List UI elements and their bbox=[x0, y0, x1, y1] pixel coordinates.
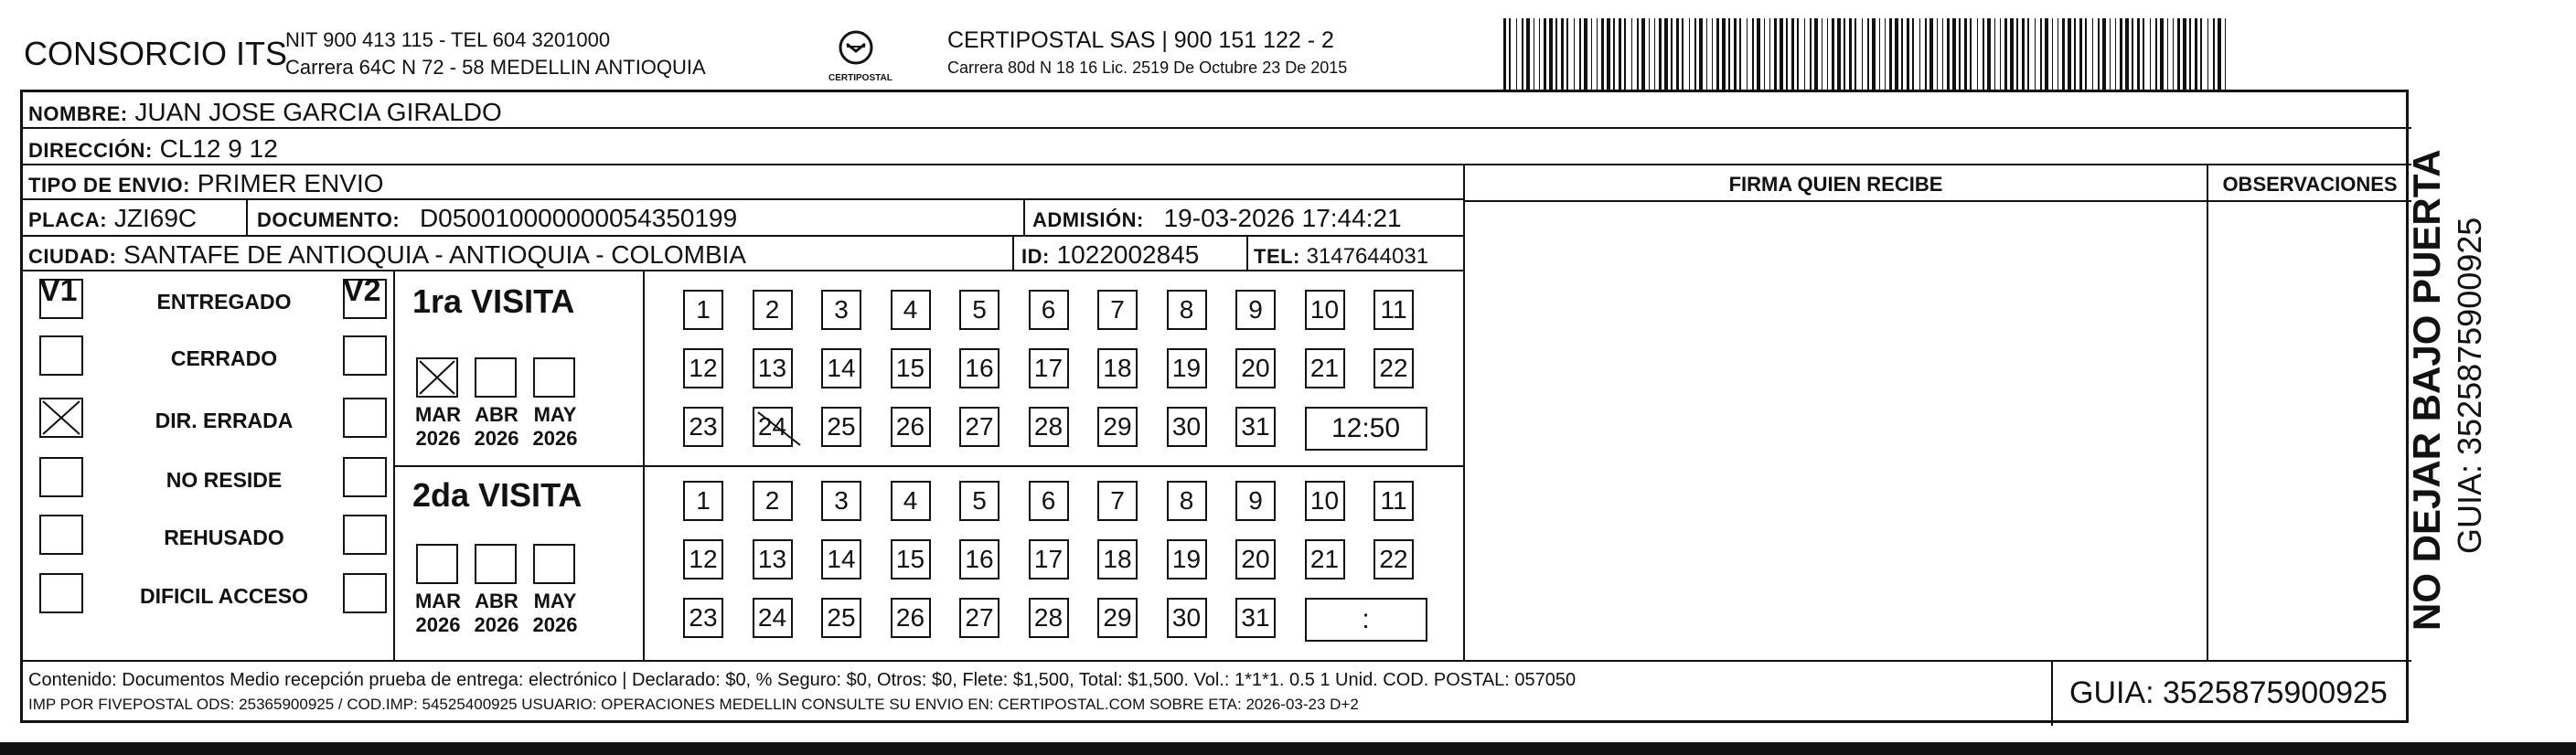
tipo-label: TIPO DE ENVIO: bbox=[28, 174, 190, 197]
visita2-day-box[interactable]: 19 bbox=[1167, 539, 1207, 580]
visita2-day-box[interactable]: 22 bbox=[1374, 539, 1414, 580]
visita2-day-box[interactable]: 31 bbox=[1235, 598, 1276, 638]
tipo-value: PRIMER ENVIO bbox=[197, 169, 384, 197]
visita2-day-box[interactable]: 20 bbox=[1235, 539, 1276, 580]
visita2-day-box[interactable]: 11 bbox=[1374, 481, 1414, 521]
visita1-day-box[interactable]: 2 bbox=[753, 290, 793, 330]
visita2-day-box[interactable]: 3 bbox=[821, 481, 861, 521]
placa-value: JZI69C bbox=[113, 204, 198, 232]
visita2-day-box[interactable]: 16 bbox=[959, 539, 999, 580]
nombre-row bbox=[23, 92, 2411, 129]
v1-checkbox[interactable] bbox=[39, 573, 83, 613]
visita2-day-box[interactable]: 2 bbox=[753, 481, 793, 521]
nombre-label: NOMBRE: bbox=[28, 102, 128, 125]
visita2-day-box[interactable]: 6 bbox=[1029, 481, 1069, 521]
visita2-time-box[interactable]: : bbox=[1305, 598, 1427, 642]
v2-checkbox[interactable] bbox=[343, 515, 387, 555]
visita1-day-box[interactable]: 6 bbox=[1029, 290, 1069, 330]
tel-label: TEL: bbox=[1254, 245, 1300, 268]
documento-label: DOCUMENTO: bbox=[257, 208, 401, 231]
visita1-month-checkbox[interactable] bbox=[533, 357, 575, 398]
tipo-row bbox=[23, 165, 1463, 200]
visita2-title: 2da VISITA bbox=[412, 476, 583, 514]
visita2-day-box[interactable]: 24 bbox=[753, 598, 793, 638]
admision-value: 19-03-2026 17:44:21 bbox=[1163, 204, 1402, 232]
visita1-day-box[interactable]: 20 bbox=[1235, 348, 1276, 388]
visita2-month-label: ABR 2026 bbox=[474, 590, 519, 636]
v1-checkbox[interactable] bbox=[39, 398, 83, 438]
tel-value: 3147644031 bbox=[1306, 244, 1429, 269]
visita2-day-box[interactable]: 21 bbox=[1305, 539, 1345, 580]
visita1-day-box[interactable]: 8 bbox=[1167, 290, 1207, 330]
visita2-day-box[interactable]: 18 bbox=[1097, 539, 1138, 580]
visita2-month-checkbox[interactable] bbox=[416, 544, 458, 584]
visita1-day-box[interactable]: 12 bbox=[683, 348, 723, 388]
side-warning: NO DEJAR BAJO PUERTA bbox=[2405, 149, 2448, 631]
visita1-day-box[interactable]: 30 bbox=[1167, 407, 1207, 447]
visita2-day-box[interactable]: 30 bbox=[1167, 598, 1207, 638]
visita1-day-box[interactable]: 21 bbox=[1305, 348, 1345, 388]
certipostal-line: CERTIPOSTAL SAS | 900 151 122 - 2 bbox=[947, 27, 1334, 53]
company-name: CONSORCIO ITS bbox=[24, 35, 288, 72]
visita1-day-box[interactable]: 27 bbox=[959, 407, 999, 447]
address-line: Carrera 64C N 72 - 58 MEDELLIN ANTIOQUIA bbox=[285, 56, 706, 79]
status-label: CERRADO bbox=[170, 346, 278, 370]
direccion-row bbox=[23, 129, 2411, 165]
side-guia: GUIA: 3525875900925 bbox=[2451, 217, 2488, 554]
visita1-day-box[interactable]: 25 bbox=[821, 407, 861, 447]
bottom-edge bbox=[0, 742, 2576, 755]
ciudad-row bbox=[23, 237, 1463, 271]
visita1-day-box[interactable]: 7 bbox=[1097, 290, 1138, 330]
visita1-month-label: ABR 2026 bbox=[474, 403, 519, 450]
visita1-day-box[interactable]: 11 bbox=[1374, 290, 1414, 330]
visita2-day-box[interactable]: 27 bbox=[959, 598, 999, 638]
visita2-day-box[interactable]: 29 bbox=[1097, 598, 1138, 638]
v1-label: V1 bbox=[39, 273, 78, 308]
direccion-value: CL12 9 12 bbox=[159, 134, 278, 163]
visita1-day-box[interactable]: 9 bbox=[1235, 290, 1276, 330]
status-label: ENTREGADO bbox=[156, 290, 292, 314]
visita2-day-box[interactable]: 23 bbox=[683, 598, 723, 638]
v2-checkbox[interactable] bbox=[343, 573, 387, 613]
visita1-day-box[interactable]: 1 bbox=[683, 290, 723, 330]
visita1-month-checkbox[interactable] bbox=[475, 357, 517, 398]
v1-checkbox[interactable] bbox=[39, 457, 83, 497]
footer-guia: GUIA: 3525875900925 bbox=[2069, 675, 2388, 710]
visita2-day-box[interactable]: 26 bbox=[891, 598, 931, 638]
v2-checkbox[interactable] bbox=[343, 279, 387, 319]
visita2-day-box[interactable]: 25 bbox=[821, 598, 861, 638]
admision-label: ADMISIÓN: bbox=[1032, 208, 1144, 231]
id-label: ID: bbox=[1021, 245, 1050, 268]
visita1-month-label: MAY 2026 bbox=[532, 403, 578, 450]
v1-checkbox[interactable] bbox=[39, 515, 83, 555]
visita2-day-box[interactable]: 12 bbox=[683, 539, 723, 580]
status-label: REHUSADO bbox=[164, 526, 284, 549]
status-label: DIFICIL ACCESO bbox=[139, 584, 308, 608]
visita2-day-box[interactable]: 9 bbox=[1235, 481, 1276, 521]
visita1-day-box[interactable]: 22 bbox=[1374, 348, 1414, 388]
visita2-day-box[interactable]: 7 bbox=[1097, 481, 1138, 521]
visita1-day-box[interactable]: 17 bbox=[1029, 348, 1069, 388]
visita2-day-box[interactable]: 14 bbox=[821, 539, 861, 580]
logo-text: CERTIPOSTAL bbox=[828, 73, 893, 83]
placa-row bbox=[23, 200, 1463, 237]
documento-value: D050010000000054350199 bbox=[419, 204, 738, 232]
firma-header: FIRMA QUIEN RECIBE bbox=[1728, 173, 1943, 196]
visita1-month-checkbox[interactable] bbox=[416, 357, 458, 398]
visita1-day-box[interactable]: 3 bbox=[821, 290, 861, 330]
visita1-day-box[interactable]: 18 bbox=[1097, 348, 1138, 388]
visita1-day-box[interactable]: 24 bbox=[753, 407, 793, 447]
v2-checkbox[interactable] bbox=[343, 457, 387, 497]
shipping-form bbox=[20, 90, 2409, 723]
v2-checkbox[interactable] bbox=[343, 398, 387, 438]
status-label: DIR. ERRADA bbox=[155, 409, 294, 432]
visita2-day-box[interactable]: 17 bbox=[1029, 539, 1069, 580]
visita2-day-box[interactable]: 13 bbox=[753, 539, 793, 580]
v1-checkbox[interactable] bbox=[39, 279, 83, 319]
v2-label: V2 bbox=[343, 273, 381, 308]
visita1-day-box[interactable]: 28 bbox=[1029, 407, 1069, 447]
visita2-month-checkbox[interactable] bbox=[475, 544, 517, 584]
visita1-title: 1ra VISITA bbox=[412, 282, 575, 320]
visita2-day-box[interactable]: 28 bbox=[1029, 598, 1069, 638]
visita1-day-box[interactable]: 29 bbox=[1097, 407, 1138, 447]
visita2-day-box[interactable]: 4 bbox=[891, 481, 931, 521]
visita2-day-box[interactable]: 5 bbox=[959, 481, 999, 521]
nit-line: NIT 900 413 115 - TEL 604 3201000 bbox=[285, 28, 611, 51]
visita1-day-box[interactable]: 13 bbox=[753, 348, 793, 388]
visita1-day-box[interactable]: 4 bbox=[891, 290, 931, 330]
ciudad-label: CIUDAD: bbox=[28, 245, 117, 268]
visita1-day-box[interactable]: 19 bbox=[1167, 348, 1207, 388]
visita2-month-label: MAR 2026 bbox=[414, 590, 462, 636]
direccion-label: DIRECCIÓN: bbox=[28, 139, 153, 162]
visita2-month-label: MAY 2026 bbox=[532, 590, 578, 636]
v1-checkbox[interactable] bbox=[39, 335, 83, 376]
ciudad-value: SANTAFE DE ANTIOQUIA - ANTIOQUIA - COLOMBIA bbox=[123, 240, 747, 269]
status-label: NO RESIDE bbox=[166, 468, 283, 492]
visita1-day-box[interactable]: 10 bbox=[1305, 290, 1345, 330]
certipostal-address: Carrera 80d N 18 16 Lic. 2519 De Octubre 23 De 2015 bbox=[947, 58, 1348, 77]
visita1-day-box[interactable]: 14 bbox=[821, 348, 861, 388]
visita1-day-box[interactable]: 31 bbox=[1235, 407, 1276, 447]
visita2-month-checkbox[interactable] bbox=[533, 544, 575, 584]
visita2-day-box[interactable]: 15 bbox=[891, 539, 931, 580]
visita1-day-box[interactable]: 16 bbox=[959, 348, 999, 388]
footer-line2: IMP POR FIVEPOSTAL ODS: 25365900925 / COD.IMP: 54525400925 USUARIO: OPERACIONES MEDELLIN CONSULTE SU ENVIO EN: CERTIPOSTAL.COM SOBRE ETA: 2026-03-23 D+2 bbox=[28, 696, 1359, 713]
visita1-day-box[interactable]: 26 bbox=[891, 407, 931, 447]
visita2-day-box[interactable]: 10 bbox=[1305, 481, 1345, 521]
barcode bbox=[1500, 18, 2231, 90]
visita1-month-label: MAR 2026 bbox=[414, 403, 462, 450]
placa-label: PLACA: bbox=[28, 208, 108, 231]
visita1-day-box[interactable]: 15 bbox=[891, 348, 931, 388]
visita2-day-box[interactable]: 1 bbox=[683, 481, 723, 521]
visita1-time-box[interactable]: 12:50 bbox=[1305, 407, 1427, 451]
visita2-day-box[interactable]: 8 bbox=[1167, 481, 1207, 521]
nombre-value: JUAN JOSE GARCIA GIRALDO bbox=[134, 98, 502, 126]
visita1-day-box[interactable]: 5 bbox=[959, 290, 999, 330]
visita1-day-box[interactable]: 23 bbox=[683, 407, 723, 447]
v2-checkbox[interactable] bbox=[343, 335, 387, 376]
observaciones-header: OBSERVACIONES bbox=[2222, 173, 2398, 196]
id-value: 1022002845 bbox=[1056, 240, 1200, 269]
footer-line1: Contenido: Documentos Medio recepción prueba de entrega: electrónico | Declarado: $0, % Seguro: $0, Otros: $0, Flete: $1,500, Total: $1,500. Vol.: 1*1*1. 0.5 1 Unid. COD. POSTAL: 057050 bbox=[28, 670, 1577, 690]
